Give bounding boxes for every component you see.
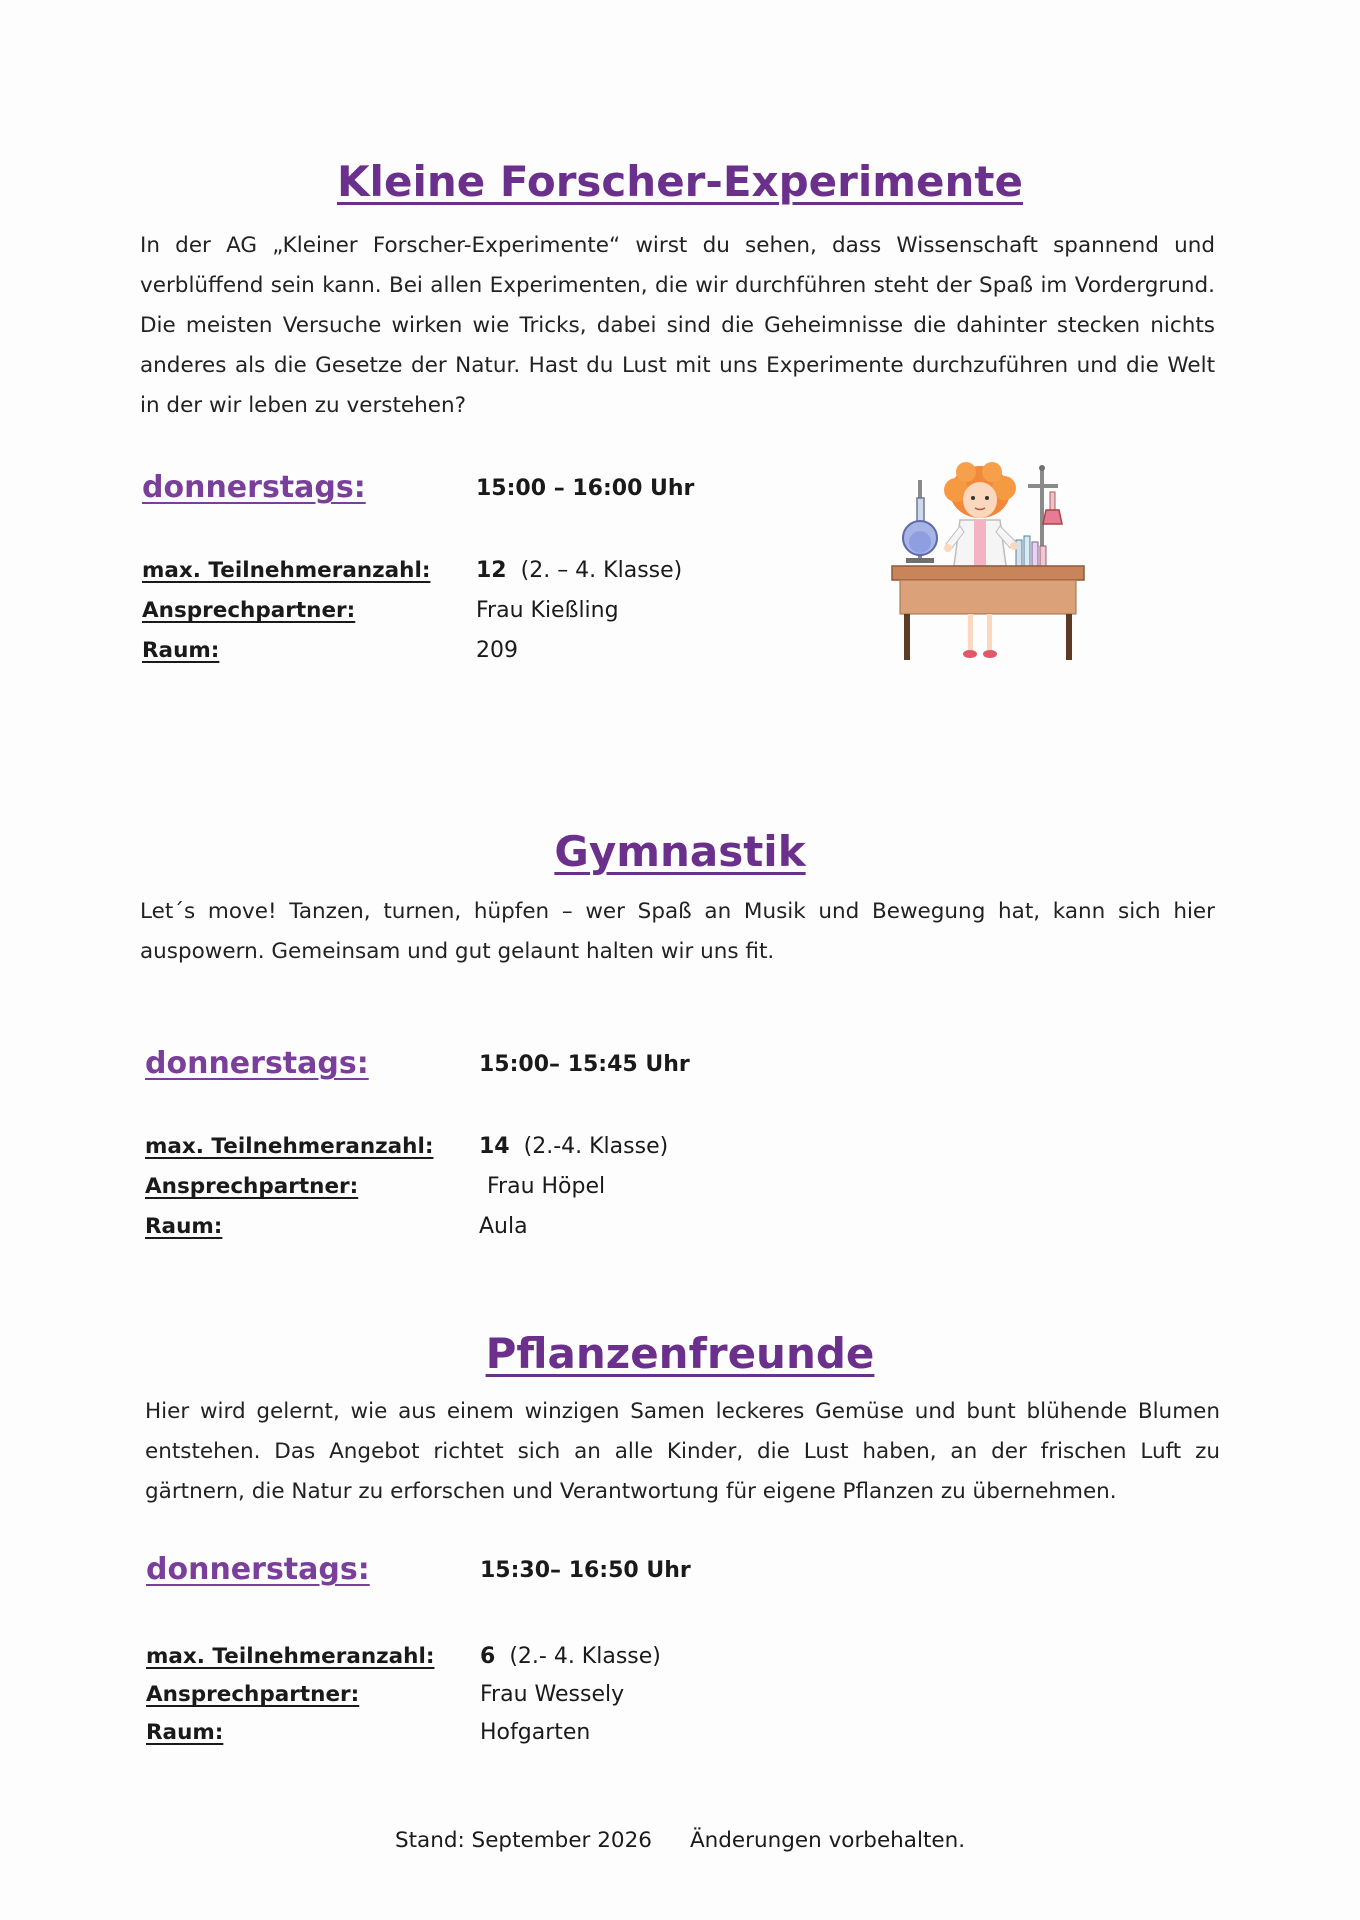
section-pflanzenfreunde bbox=[140, 1330, 1220, 1750]
section-gymnastik bbox=[140, 822, 1220, 1262]
contact-label: Ansprechpartner: bbox=[146, 1682, 360, 1707]
room-value: 209 bbox=[476, 638, 518, 663]
day-label: donnerstags: bbox=[145, 1046, 369, 1081]
room-label: Raum: bbox=[142, 638, 220, 663]
info-row-room bbox=[146, 1720, 1046, 1760]
room-value: Hofgarten bbox=[480, 1720, 591, 1745]
max-participants-label: max. Teilnehmeranzahl: bbox=[146, 1644, 435, 1669]
time-value: 15:00 – 16:00 Uhr bbox=[476, 476, 695, 501]
room-value: Aula bbox=[479, 1214, 528, 1239]
info-row-room bbox=[145, 1214, 1045, 1254]
day-label: donnerstags: bbox=[146, 1552, 370, 1587]
section-title: Pflanzenfreunde bbox=[485, 1329, 875, 1378]
contact-label: Ansprechpartner: bbox=[145, 1174, 359, 1199]
max-participants-count: 6 bbox=[480, 1644, 496, 1669]
contact-value: Frau Wessely bbox=[480, 1682, 625, 1707]
section-title: Gymnastik bbox=[554, 827, 806, 876]
scientist-girl-lab-icon bbox=[890, 462, 1086, 672]
max-participants-label: max. Teilnehmeranzahl: bbox=[145, 1134, 434, 1159]
max-participants-count: 12 bbox=[476, 558, 507, 583]
max-participants-label: max. Teilnehmeranzahl: bbox=[142, 558, 431, 583]
info-row-contact bbox=[146, 1682, 1046, 1722]
max-participants-value bbox=[476, 558, 682, 583]
contact-label: Ansprechpartner: bbox=[142, 598, 356, 623]
class-range: (2.-4. Klasse) bbox=[523, 1134, 669, 1159]
section-description: Let´s move! Tanzen, turnen, hüpfen – wer Spaß an Musik und Bewegung hat, kann sich hier auspowern. Gemeinsam und gut gelaunt halten wir uns fit. bbox=[140, 899, 1215, 964]
max-participants-value bbox=[479, 1134, 668, 1159]
class-range: (2.- 4. Klasse) bbox=[509, 1644, 661, 1669]
room-label: Raum: bbox=[145, 1214, 223, 1239]
footer-stand: Stand: September 2026 bbox=[394, 1828, 652, 1853]
time-value: 15:30– 16:50 Uhr bbox=[480, 1558, 691, 1583]
day-label: donnerstags: bbox=[142, 470, 366, 505]
section-title: Kleine Forscher-Experimente bbox=[337, 157, 1023, 206]
contact-value: Frau Höpel bbox=[487, 1174, 606, 1199]
info-row-contact bbox=[145, 1174, 1045, 1214]
max-participants-value bbox=[480, 1644, 661, 1669]
contact-value: Frau Kießling bbox=[476, 598, 619, 623]
section-description: In der AG „Kleiner Forscher-Experimente“ wirst du sehen, dass Wissenschaft spannend und verblüffend sein kann. Bei allen Experimenten, die wir durchführen steht der Spaß im Vordergrund. Die meisten Versuche wirken wie Tricks, dabei sind die Geheimnisse die dahinter stecken nichts anderes als die Gesetze der Natur. Hast du Lust mit uns Experimente durchzuführen und die Welt in der wir leben zu verstehen? bbox=[140, 233, 1215, 418]
footer-note: Änderungen vorbehalten. bbox=[689, 1828, 966, 1853]
max-participants-count: 14 bbox=[479, 1134, 510, 1159]
info-row-max-participants bbox=[145, 1134, 1045, 1174]
room-label: Raum: bbox=[146, 1720, 224, 1745]
class-range: (2. – 4. Klasse) bbox=[520, 558, 683, 583]
footer bbox=[0, 1828, 1360, 1853]
info-row-max-participants bbox=[146, 1644, 1046, 1684]
section-description: Hier wird gelernt, wie aus einem winzigen Samen leckeres Gemüse und bunt blühende Blumen entstehen. Das Angebot richtet sich an alle Kinder, die Lust haben, an der frischen Luft zu gärtnern, die Natur zu erforschen und Verantwortung für eigene Pflanzen zu übernehmen. bbox=[145, 1399, 1220, 1504]
time-value: 15:00– 15:45 Uhr bbox=[479, 1052, 690, 1077]
